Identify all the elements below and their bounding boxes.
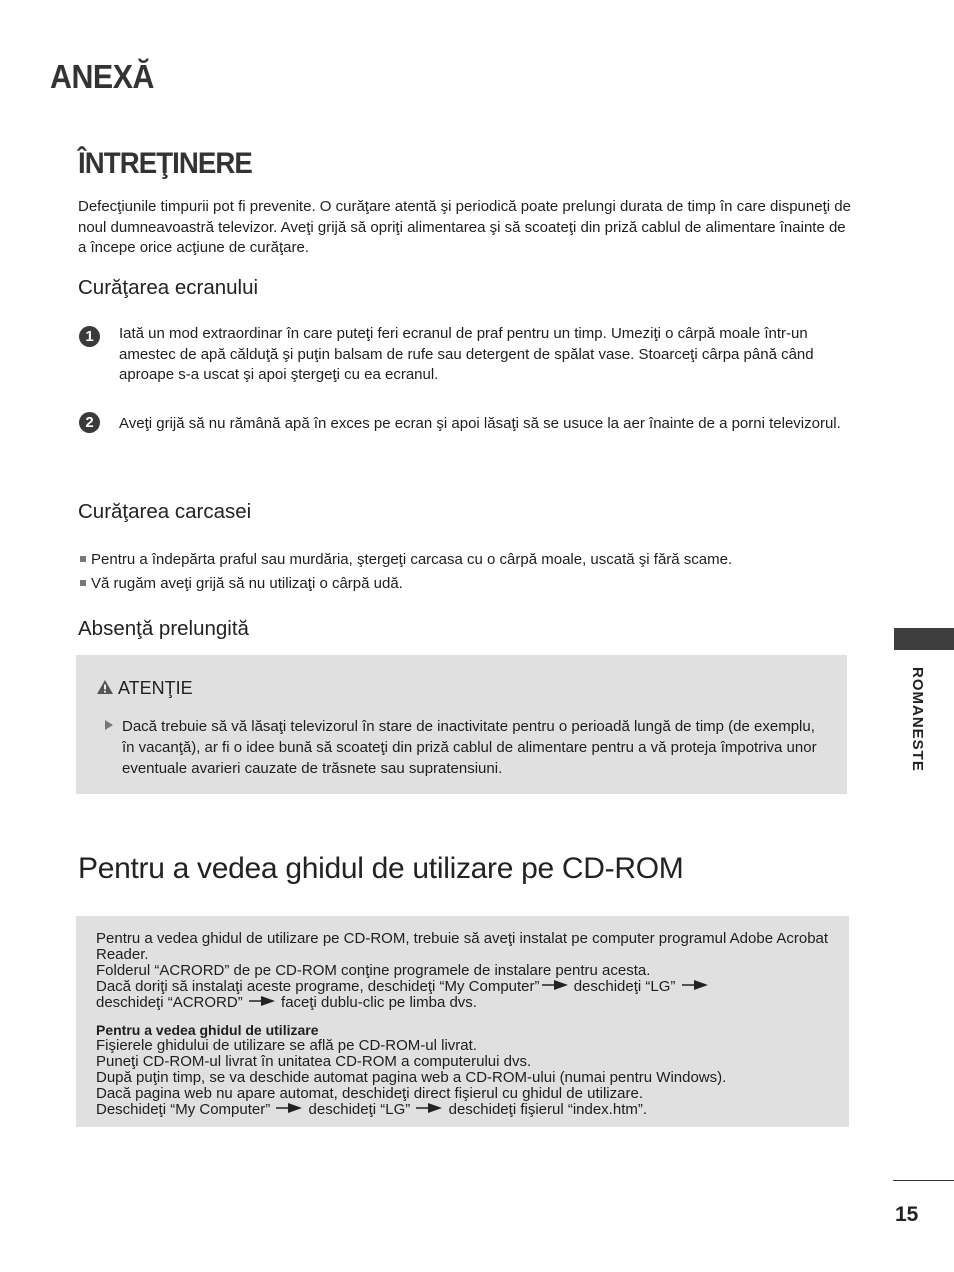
cdrom-text-line: Puneţi CD-ROM-ul livrat în unitatea CD-ROM a computerului dvs.	[96, 1053, 532, 1070]
case-cleaning-heading: Curăţarea carcasei	[78, 500, 252, 523]
page-number: 15	[895, 1203, 919, 1226]
bullet-text: Pentru a îndepărta praful sau murdăria, ştergeţi carcasa cu o cârpă moale, uscată şi fără scame.	[91, 551, 733, 568]
step-text: Aveţi grijă să nu rămână apă în exces pe ecran şi apoi lăsaţi să se usuce la aer înainte de a porni televizorul.	[119, 415, 841, 432]
square-bullet-icon	[80, 556, 86, 562]
page-header-title: ANEXĂ	[50, 58, 154, 95]
absence-heading: Absenţă prelungită	[78, 617, 249, 640]
text-fragment: deschideţi “LG”	[569, 978, 680, 995]
arrow-right-icon	[416, 1103, 442, 1113]
page-number-divider	[893, 1180, 954, 1181]
step-number-badge: 2	[79, 412, 100, 433]
caution-label: ATENŢIE	[118, 678, 193, 698]
square-bullet-icon	[80, 580, 86, 586]
cdrom-text-line: Folderul “ACRORD” de pe CD-ROM conţine programele de instalare pentru acesta.	[96, 962, 651, 979]
warning-triangle-icon	[96, 679, 114, 695]
text-fragment: faceţi dublu-clic pe limba dvs.	[276, 994, 477, 1011]
caution-heading	[96, 678, 193, 699]
arrow-right-icon	[542, 980, 568, 990]
text-fragment: Deschideţi “My Computer”	[96, 1101, 275, 1118]
cdrom-text-line	[96, 995, 836, 1011]
language-side-label: ROMANESTE	[909, 667, 926, 772]
language-tab-marker	[894, 628, 954, 650]
cdrom-text-line	[96, 979, 836, 995]
cdrom-subheading: Pentru a vedea ghidul de utilizare	[96, 1022, 319, 1038]
bullet-item	[80, 574, 403, 594]
triangle-bullet-icon	[105, 720, 113, 730]
cdrom-instructions	[96, 931, 836, 1118]
step-number-badge: 1	[79, 326, 100, 347]
screen-cleaning-heading: Curăţarea ecranului	[78, 276, 259, 299]
text-fragment: deschideţi fişierul “index.htm”.	[444, 1101, 648, 1118]
arrow-right-icon	[249, 996, 275, 1006]
cdrom-text-line: După puţin timp, se va deschide automat pagina web a CD-ROM-ului (numai pentru Windows).	[96, 1069, 727, 1086]
text-fragment: Dacă doriţi să instalaţi aceste programe, deschideţi “My Computer”	[96, 978, 540, 995]
text-fragment: deschideţi “LG”	[304, 1101, 415, 1118]
step-text: Iată un mod extraordinar în care puteţi feri ecranul de praf pentru un timp. Umeziţi o cârpă moale într-un amestec de apă călduţă şi puţin balsam de rufe sau detergent de spălat vase. Stoarceţi cârpa până când aproape s-a uscat şi apoi ştergeţi cu ea ecranul.	[119, 325, 814, 383]
arrow-right-icon	[276, 1103, 302, 1113]
arrow-right-icon	[682, 980, 708, 990]
intro-paragraph: Defecţiunile timpurii pot fi prevenite. O curăţare atentă şi periodică poate prelungi durata de timp în care dispuneţi de noul dumneavoastră televizor. Aveţi grijă să opriţi alimentarea şi să scoateţi din priză cablul de alimentare înainte de a începe orice acţiune de curăţare.	[78, 198, 851, 256]
cdrom-text-line: Pentru a vedea ghidul de utilizare pe CD-ROM, trebuie să aveţi instalat pe computer programul Adobe Acrobat Reader.	[96, 930, 829, 963]
cdrom-text-line: Dacă pagina web nu apare automat, deschideţi direct fişierul cu ghidul de utilizare.	[96, 1085, 643, 1102]
bullet-item	[80, 550, 732, 570]
cdrom-text-line: Fişierele ghidului de utilizare se află pe CD-ROM-ul livrat.	[96, 1037, 477, 1054]
cdrom-section-title: Pentru a vedea ghidul de utilizare pe CD-ROM	[78, 852, 684, 885]
text-fragment: deschideţi “ACRORD”	[96, 994, 247, 1011]
section-title: ÎNTREŢINERE	[78, 147, 252, 180]
bullet-text: Vă rugăm aveţi grijă să nu utilizaţi o cârpă udă.	[91, 575, 403, 592]
cdrom-text-line	[96, 1102, 836, 1118]
caution-text: Dacă trebuie să vă lăsaţi televizorul în stare de inactivitate pentru o perioadă lungă de timp (de exemplu, în vacanţă), ar fi o idee bună să scoateţi din priză cablul de alimentare pentru a vă proteja împotriva unor eventuale avarieri cauzate de trăsnete sau supratensiuni.	[122, 718, 817, 777]
